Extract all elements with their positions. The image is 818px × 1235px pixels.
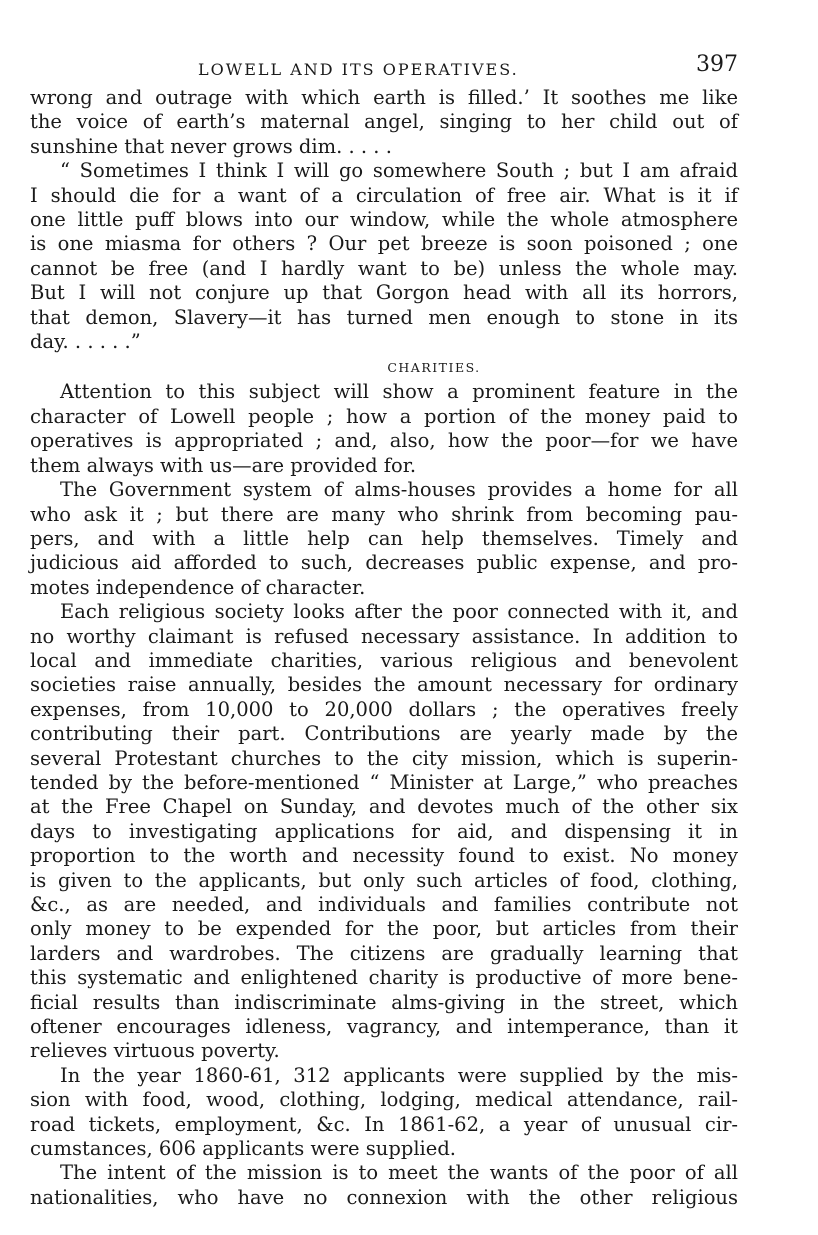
text-line: The intent of the mission is to meet the wants of the poor of all	[60, 1161, 738, 1185]
text-line: contributing their part. Contributions are yearly made by the	[30, 722, 738, 746]
text-line: oftener encourages idleness, vagrancy, and intemperance, than it	[30, 1015, 738, 1039]
text-line: only money to be expended for the poor, but articles from their	[30, 917, 738, 941]
text-line: nationalities, who have no connexion with the other religious	[30, 1185, 738, 1209]
text-line: proportion to the worth and necessity found to exist. No money	[30, 844, 738, 868]
text-line: operatives is appropriated ; and, also, how the poor—for we have	[30, 429, 738, 453]
section-title: CHARITIES.	[387, 360, 481, 376]
text-line: no worthy claimant is refused necessary assistance. In addition to	[30, 624, 738, 648]
text-line: judicious aid afforded to such, decreases public expense, and pro-	[30, 551, 738, 575]
text-line: road tickets, employment, &c. In 1861-62, a year of unusual cir-	[30, 1112, 738, 1136]
text-line: pers, and with a little help can help themselves. Timely and	[30, 526, 738, 550]
text-line: larders and wardrobes. The citizens are gradually learning that	[30, 941, 738, 965]
text-line: wrong and outrage with which earth is filled.’ It soothes me like	[30, 86, 738, 109]
text-line: Each religious society looks after the poor connected with it, and	[60, 600, 738, 624]
text-line: Attention to this subject will show a prominent feature in the	[60, 380, 738, 404]
text-line: cannot be free (and I hardly want to be) unless the whole may.	[30, 256, 738, 280]
text-line: cumstances, 606 applicants were supplied.	[30, 1137, 457, 1161]
text-line: day. . . . . .”	[30, 330, 141, 354]
book-page	[30, 52, 738, 1210]
text-line: at the Free Chapel on Sunday, and devotes much of the other six	[30, 795, 738, 819]
text-line: societies raise annually, besides the amount necessary for ordinary	[30, 673, 738, 697]
text-line: is given to the applicants, but only such articles of food, clothing,	[30, 868, 738, 892]
text-line: days to investigating applications for aid, and dispensing it in	[30, 819, 738, 843]
text-line: them always with us—are provided for.	[30, 453, 417, 477]
text-line: I should die for a want of a circulation of free air. What is it if	[30, 183, 738, 207]
text-line: ficial results than indiscriminate alms-giving in the street, which	[30, 990, 738, 1014]
text-line: that demon, Slavery—it has turned men enough to stone in its	[30, 305, 738, 329]
text-line: several Protestant churches to the city mission, which is superin-	[30, 746, 738, 770]
text-line: &c., as are needed, and individuals and families contribute not	[30, 893, 738, 916]
text-line: one little puff blows into our window, while the whole atmosphere	[30, 208, 738, 232]
text-line: relieves virtuous poverty.	[30, 1039, 280, 1063]
text-line: is one miasma for others ? Our pet breeze is soon poisoned ; one	[30, 232, 738, 256]
text-line: character of Lowell people ; how a portion of the money paid to	[30, 404, 738, 428]
charities-passage	[30, 380, 738, 1210]
quoted-passage	[30, 86, 738, 354]
running-title: LOWELL AND ITS OPERATIVES.	[198, 60, 519, 79]
text-line: In the year 1860-61, 312 applicants were supplied by the mis-	[60, 1063, 738, 1087]
text-line: But I will not conjure up that Gorgon head with all its horrors,	[30, 281, 738, 305]
text-line: tended by the before-mentioned “ Minister at Large,” who preaches	[30, 770, 738, 794]
text-line: the voice of earth’s maternal angel, singing to her child out of	[30, 110, 738, 134]
text-line: “ Sometimes I think I will go somewhere South ; but I am afraid	[60, 159, 738, 183]
text-line: who ask it ; but there are many who shrink from becoming pau-	[30, 502, 738, 526]
text-line: sunshine that never grows dim. . . . .	[30, 134, 392, 158]
text-line: local and immediate charities, various religious and benevolent	[30, 648, 738, 672]
text-line: expenses, from 10,000 to 20,000 dollars ; the operatives freely	[30, 697, 738, 721]
page-number: 397	[696, 52, 738, 77]
text-line: sion with food, wood, clothing, lodging, medical attendance, rail-	[30, 1088, 738, 1112]
text-line: motes independence of character.	[30, 575, 366, 599]
text-line: this systematic and enlightened charity is productive of more bene-	[30, 966, 738, 990]
page-header	[30, 52, 738, 86]
text-line: The Government system of alms-houses provides a home for all	[60, 478, 738, 502]
